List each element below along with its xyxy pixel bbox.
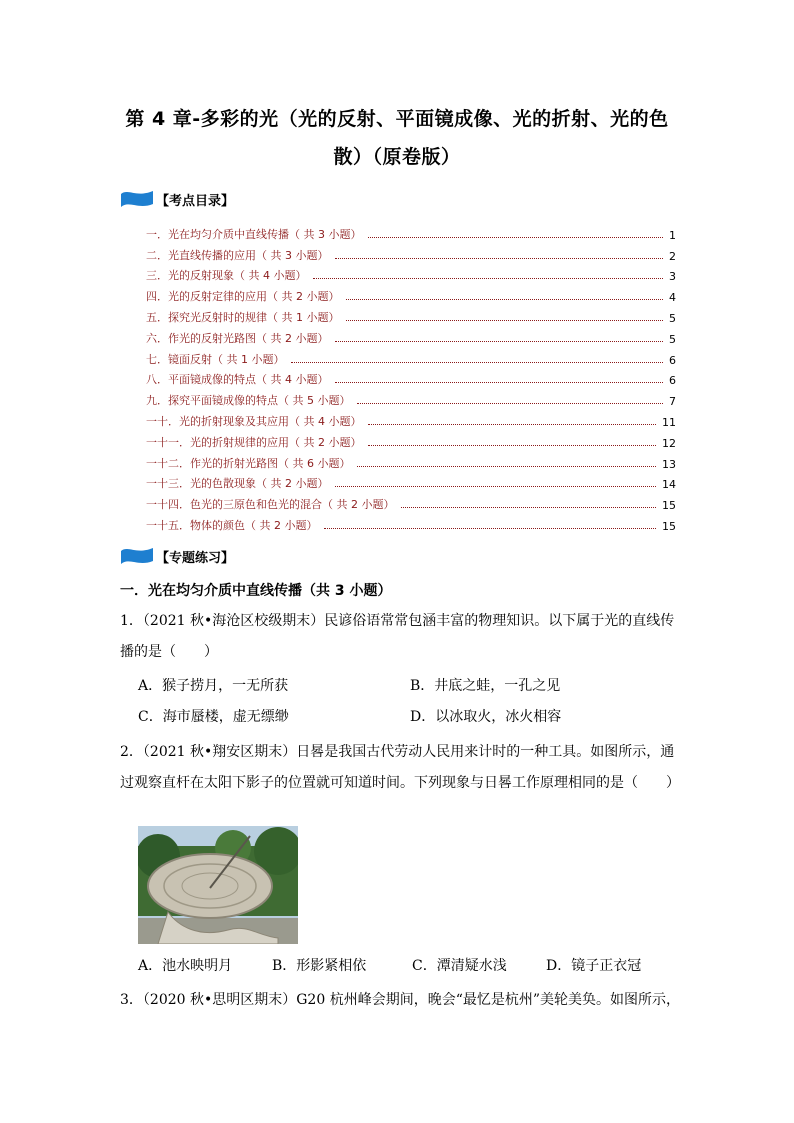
toc-item[interactable]	[146, 221, 676, 242]
toc-item-title: 一十四．色光的三原色和色光的混合（ 共 2 小题）	[146, 498, 395, 512]
document-title	[110, 100, 684, 176]
toc-item-title: 一十一．光的折射规律的应用（ 共 2 小题）	[146, 435, 362, 449]
toc-item-page: 6	[669, 353, 676, 367]
toc-item-page: 13	[662, 457, 676, 471]
q2-option-c: C．潭清疑水浅	[412, 958, 507, 974]
toc-leader-dots	[401, 506, 657, 508]
q2-option-d: D．镜子正衣冠	[546, 958, 642, 974]
question-2-text: 2．（2021 秋•翔安区期末）日晷是我国古代劳动人民用来计时的一种工具。如图所示，通过观察直杆在太阳下影子的位置就可知道时间。下列现象与日晷工作原理相同的是（ ）	[120, 744, 680, 791]
toc-item[interactable]	[146, 512, 676, 533]
question-3-text: 3．（2020 秋•思明区期末）G20 杭州峰会期间，晚会“最忆是杭州”美轮美奂。如图所示，	[120, 992, 681, 1008]
toc-item[interactable]	[146, 429, 676, 450]
toc-leader-dots	[346, 298, 664, 300]
toc-item-title: 八．平面镜成像的特点（ 共 4 小题）	[146, 373, 329, 387]
toc-item[interactable]	[146, 471, 676, 492]
toc-item-title: 二．光直线传播的应用（ 共 3 小题）	[146, 248, 329, 262]
toc-leader-dots	[346, 319, 664, 321]
toc-item-page: 2	[669, 249, 676, 263]
toc-item-page: 11	[662, 415, 676, 429]
toc-leader-dots	[291, 361, 664, 363]
toc-item-page: 4	[669, 291, 676, 305]
practice-heading-label: 【专题练习】	[156, 550, 235, 566]
toc-item-title: 一十二．作光的折射光路图（ 共 6 小题）	[146, 456, 351, 470]
q1-option-b: B．井底之蛙，一孔之见	[410, 678, 561, 694]
q1-option-c: C．海市蜃楼，虚无缥缈	[138, 709, 289, 725]
toc-leader-dots	[335, 485, 657, 487]
toc-leader-dots	[357, 465, 657, 467]
toc-item-page: 1	[669, 228, 676, 242]
toc-item-title: 五．探究光反射时的规律（ 共 1 小题）	[146, 310, 340, 324]
toc-item-title: 九．探究平面镜成像的特点（ 共 5 小题）	[146, 394, 351, 408]
section-heading: 一．光在均匀介质中直线传播（共 3 小题）	[120, 583, 392, 599]
toc-heading-label: 【考点目录】	[156, 193, 235, 209]
toc-item[interactable]	[146, 450, 676, 471]
toc-item[interactable]	[146, 387, 676, 408]
table-of-contents	[146, 221, 676, 533]
toc-item[interactable]	[146, 304, 676, 325]
toc-leader-dots	[324, 527, 657, 529]
toc-item[interactable]	[146, 346, 676, 367]
toc-item-page: 12	[662, 436, 676, 450]
q2-option-a: A．池水映明月	[138, 958, 233, 974]
toc-leader-dots	[368, 423, 657, 425]
q1-option-a: A．猴子捞月，一无所获	[138, 678, 289, 694]
toc-item-title: 一十．光的折射现象及其应用（ 共 4 小题）	[146, 414, 362, 428]
toc-item[interactable]	[146, 325, 676, 346]
toc-item-title: 一．光在均匀介质中直线传播（ 共 3 小题）	[146, 227, 362, 241]
toc-leader-dots	[313, 277, 664, 279]
toc-item-page: 14	[662, 478, 676, 492]
toc-item-page: 6	[669, 374, 676, 388]
toc-item-page: 5	[669, 311, 676, 325]
q2-option-b: B．形影紧相依	[272, 958, 367, 974]
sundial-photo	[138, 826, 298, 944]
title-line-2: 散）（原卷版）	[333, 146, 461, 168]
toc-leader-dots	[357, 402, 664, 404]
toc-item-title: 六．作光的反射光路图（ 共 2 小题）	[146, 331, 329, 345]
q1-option-d: D．以冰取火，冰火相容	[410, 709, 562, 725]
toc-leader-dots	[368, 236, 664, 238]
wave-banner-icon	[120, 545, 154, 567]
toc-item-page: 7	[669, 395, 676, 409]
toc-item-title: 三．光的反射现象（ 共 4 小题）	[146, 269, 307, 283]
toc-leader-dots	[335, 381, 664, 383]
toc-leader-dots	[368, 444, 657, 446]
toc-item[interactable]	[146, 367, 676, 388]
toc-item-title: 一十五．物体的颜色（ 共 2 小题）	[146, 518, 318, 532]
toc-item-page: 15	[662, 499, 676, 513]
toc-item[interactable]	[146, 263, 676, 284]
toc-item-title: 一十三．光的色散现象（ 共 2 小题）	[146, 477, 329, 491]
toc-item[interactable]	[146, 408, 676, 429]
toc-item-page: 5	[669, 332, 676, 346]
practice-heading	[120, 544, 234, 568]
toc-item-page: 3	[669, 270, 676, 284]
toc-leader-dots	[335, 257, 664, 259]
title-line-1: 第 4 章-多彩的光（光的反射、平面镜成像、光的折射、光的色	[125, 108, 669, 130]
toc-item[interactable]	[146, 242, 676, 263]
wave-banner-icon	[120, 188, 154, 210]
toc-item-title: 四．光的反射定律的应用（ 共 2 小题）	[146, 290, 340, 304]
toc-item-title: 七．镜面反射（ 共 1 小题）	[146, 352, 285, 366]
toc-item[interactable]	[146, 283, 676, 304]
toc-item[interactable]	[146, 491, 676, 512]
toc-leader-dots	[335, 340, 664, 342]
toc-item-page: 15	[662, 519, 676, 533]
toc-heading	[120, 187, 234, 211]
question-1-text: 1．（2021 秋•海沧区校级期末）民谚俗语常常包涵丰富的物理知识。以下属于光的直线传播的是（ ）	[120, 613, 675, 660]
